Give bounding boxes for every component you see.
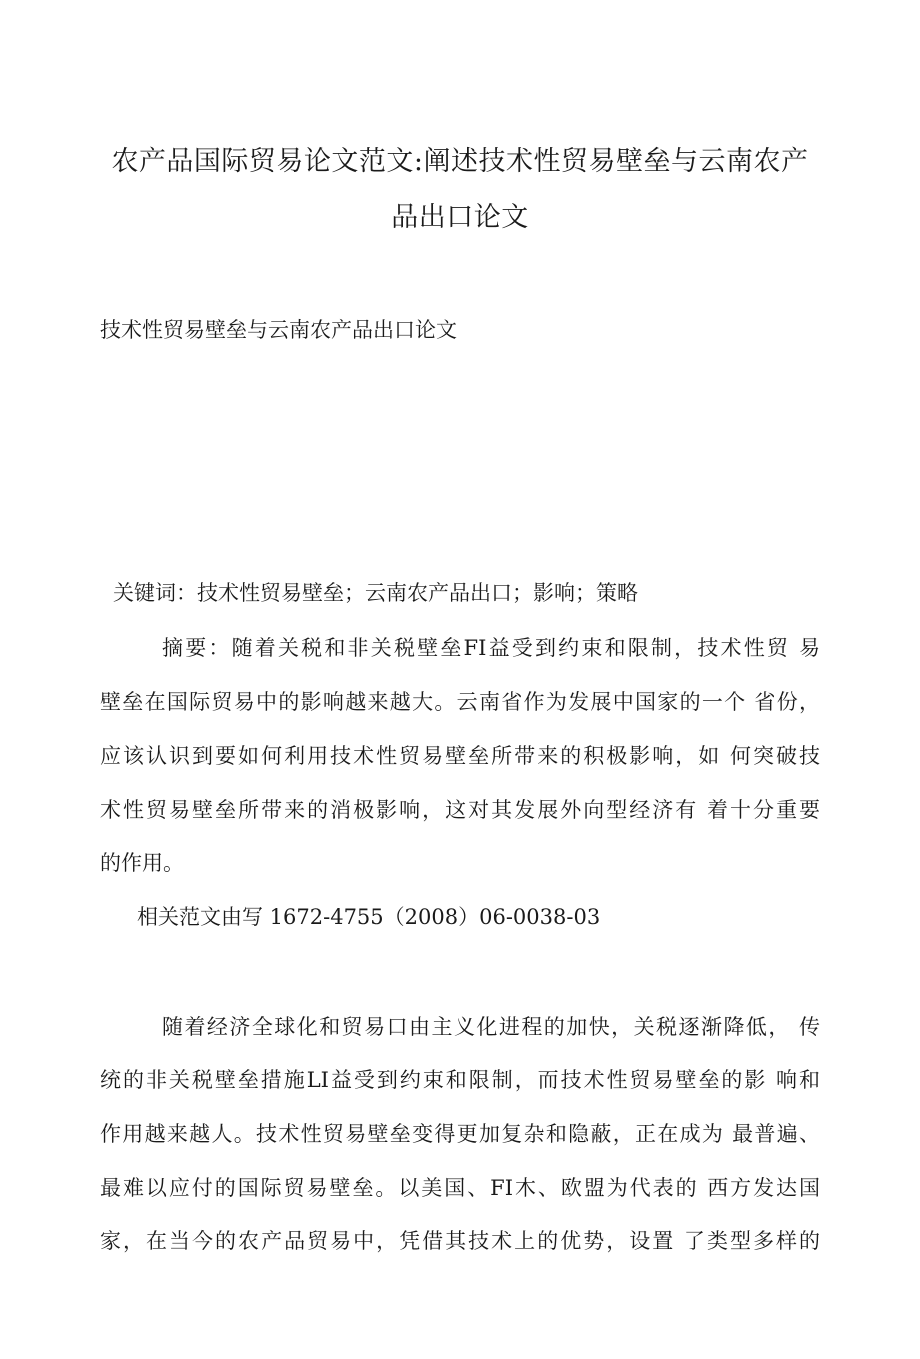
document-title-line-1: 农产品国际贸易论文范文:阐述技术性贸易壁垒与云南农产: [111, 146, 809, 177]
abstract-line: 术性贸易壁垒所带来的消极影响，这对其发展外向型经济有 着十分重要: [100, 798, 820, 822]
document-title-line-2: 品出口论文: [391, 202, 529, 233]
keywords-line: 关键词：技术性贸易壁垒；云南农产品出口；影响；策略: [113, 581, 638, 605]
body-line: 统的非关税壁垒措施LI益受到约束和限制，而技术性贸易壁垒的影 响和: [100, 1068, 820, 1092]
abstract-line: 应该认识到要如何利用技术性贸易壁垒所带来的积极影响，如 何突破技: [100, 744, 820, 768]
body-line: 最难以应付的国际贸易壁垒。以美国、FI木、欧盟为代表的 西方发达国: [100, 1176, 820, 1200]
abstract-line: 的作用。: [100, 851, 184, 875]
body-line: 作用越来越人。技术性贸易壁垒变得更加复杂和隐蔽，正在成为 最普遍、: [100, 1122, 820, 1146]
body-line: 随着经济全球化和贸易口由主义化进程的加快，关税逐渐降低， 传: [162, 1015, 820, 1039]
abstract-line: 摘要：随着关税和非关税壁垒FI益受到约束和限制，技术性贸 易: [162, 636, 820, 660]
citation-line: 相关范文由写 1672-4755（2008）06-0038-03: [137, 905, 601, 929]
document-subtitle: 技术性贸易壁垒与云南农产品出口论文: [100, 318, 457, 342]
body-line: 家，在当今的农产品贸易中，凭借其技术上的优势，设置 了类型多样的: [100, 1229, 820, 1253]
abstract-line: 壁垒在国际贸易中的影响越来越大。云南省作为发展中国家的一个 省份，: [100, 690, 820, 714]
